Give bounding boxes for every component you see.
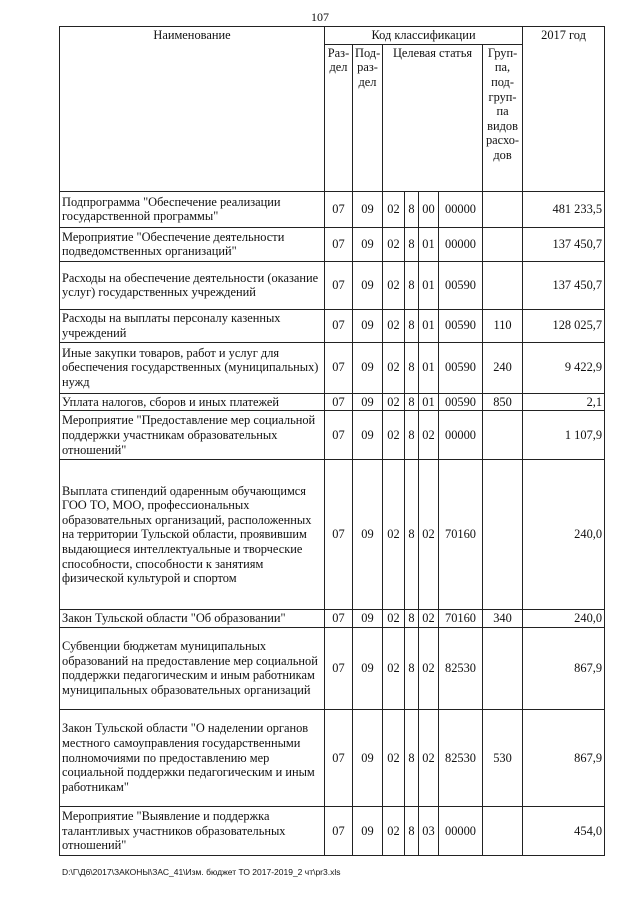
- row-amount: 9 422,9: [523, 342, 605, 393]
- row-subsection: 09: [353, 393, 383, 411]
- header-expense-group: Груп- па, под- груп- па видов расхо- дов: [483, 44, 523, 191]
- row-target-program: 02: [383, 460, 405, 610]
- footer-file-path: D:\Г\Д6\2017\ЗАКОНЫ\ЗАС_41\Изм. бюджет ТО 2017-2019_2 чт\pr3.xls: [62, 867, 341, 877]
- table-row: [60, 393, 605, 411]
- table-row: [60, 460, 605, 610]
- header-target: Целевая статья: [383, 44, 483, 191]
- row-target-program: 02: [383, 610, 405, 628]
- row-target-type: 8: [405, 806, 419, 855]
- row-target-event: 02: [419, 460, 439, 610]
- table-row: [60, 411, 605, 460]
- row-name: Закон Тульской области "О наделении органов местного самоуправления государственными полномочиями по предоставлению мер социальной поддержки педагогическим и иным работникам": [60, 709, 325, 806]
- table-row: [60, 227, 605, 261]
- row-target-program: 02: [383, 342, 405, 393]
- row-amount: 240,0: [523, 460, 605, 610]
- row-target-direction: 82530: [439, 627, 483, 709]
- row-target-type: 8: [405, 610, 419, 628]
- row-target-program: 02: [383, 393, 405, 411]
- row-target-event: 02: [419, 627, 439, 709]
- row-subsection: 09: [353, 227, 383, 261]
- row-target-direction: 00000: [439, 191, 483, 227]
- row-subsection: 09: [353, 610, 383, 628]
- row-amount: 240,0: [523, 610, 605, 628]
- row-subsection: 09: [353, 191, 383, 227]
- row-amount: 137 450,7: [523, 227, 605, 261]
- header-code-group: Код классификации: [325, 27, 523, 45]
- row-target-direction: 00000: [439, 411, 483, 460]
- row-target-event: 03: [419, 806, 439, 855]
- row-target-type: 8: [405, 627, 419, 709]
- row-expense-group: 240: [483, 342, 523, 393]
- row-name: Закон Тульской области "Об образовании": [60, 610, 325, 628]
- row-name: Расходы на выплаты персоналу казенных учреждений: [60, 309, 325, 342]
- row-target-direction: 70160: [439, 460, 483, 610]
- row-target-type: 8: [405, 309, 419, 342]
- row-expense-group: [483, 460, 523, 610]
- table-body: [60, 191, 605, 855]
- row-expense-group: [483, 806, 523, 855]
- table-row: [60, 191, 605, 227]
- row-target-event: 02: [419, 610, 439, 628]
- row-expense-group: 850: [483, 393, 523, 411]
- row-target-program: 02: [383, 709, 405, 806]
- row-target-event: 00: [419, 191, 439, 227]
- page-number: 107: [311, 10, 329, 24]
- row-target-direction: 00590: [439, 261, 483, 309]
- row-target-type: 8: [405, 411, 419, 460]
- row-subsection: 09: [353, 309, 383, 342]
- table-row: [60, 610, 605, 628]
- row-target-event: 02: [419, 709, 439, 806]
- row-subsection: 09: [353, 627, 383, 709]
- row-name: Выплата стипендий одаренным обучающимся ГОО ТО, МОО, профессиональных образовательных организаций, расположенных на территории Тульской области, проявившим выдающиеся интеллектуальные и творческие способности, способности к занятиям физической культурой и спортом: [60, 460, 325, 610]
- budget-table: [59, 26, 605, 856]
- row-target-direction: 82530: [439, 709, 483, 806]
- header-name: Наименование: [60, 27, 325, 192]
- row-name: Субвенции бюджетам муниципальных образований на предоставление мер социальной поддержки педагогическим и иным работникам муниципальных образовательных организаций: [60, 627, 325, 709]
- row-expense-group: [483, 627, 523, 709]
- row-section: 07: [325, 191, 353, 227]
- table-row: [60, 309, 605, 342]
- row-target-type: 8: [405, 709, 419, 806]
- row-subsection: 09: [353, 261, 383, 309]
- row-name: Уплата налогов, сборов и иных платежей: [60, 393, 325, 411]
- header-section: Раз- дел: [325, 44, 353, 191]
- row-expense-group: 530: [483, 709, 523, 806]
- row-expense-group: 110: [483, 309, 523, 342]
- row-subsection: 09: [353, 460, 383, 610]
- row-target-event: 01: [419, 227, 439, 261]
- row-target-type: 8: [405, 191, 419, 227]
- row-section: 07: [325, 610, 353, 628]
- row-amount: 867,9: [523, 709, 605, 806]
- row-target-event: 01: [419, 393, 439, 411]
- row-amount: 454,0: [523, 806, 605, 855]
- row-target-type: 8: [405, 342, 419, 393]
- row-section: 07: [325, 309, 353, 342]
- row-section: 07: [325, 227, 353, 261]
- row-name: Иные закупки товаров, работ и услуг для обеспечения государственных (муниципальных) нужд: [60, 342, 325, 393]
- row-target-direction: 00000: [439, 227, 483, 261]
- row-subsection: 09: [353, 342, 383, 393]
- row-name: Мероприятие "Выявление и поддержка талантливых участников образовательных отношений": [60, 806, 325, 855]
- row-expense-group: [483, 261, 523, 309]
- row-amount: 128 025,7: [523, 309, 605, 342]
- row-section: 07: [325, 627, 353, 709]
- table-row: [60, 806, 605, 855]
- table-row: [60, 709, 605, 806]
- row-amount: 2,1: [523, 393, 605, 411]
- row-target-program: 02: [383, 411, 405, 460]
- row-name: Подпрограмма "Обеспечение реализации государственной программы": [60, 191, 325, 227]
- row-expense-group: 340: [483, 610, 523, 628]
- header-year: 2017 год: [523, 27, 605, 192]
- row-target-direction: 00590: [439, 393, 483, 411]
- row-amount: 867,9: [523, 627, 605, 709]
- row-target-type: 8: [405, 393, 419, 411]
- row-target-event: 02: [419, 411, 439, 460]
- table-row: [60, 261, 605, 309]
- row-section: 07: [325, 411, 353, 460]
- table-row: [60, 627, 605, 709]
- row-subsection: 09: [353, 709, 383, 806]
- row-target-type: 8: [405, 460, 419, 610]
- row-subsection: 09: [353, 806, 383, 855]
- row-section: 07: [325, 261, 353, 309]
- row-target-event: 01: [419, 309, 439, 342]
- row-section: 07: [325, 393, 353, 411]
- row-amount: 137 450,7: [523, 261, 605, 309]
- row-section: 07: [325, 460, 353, 610]
- row-target-program: 02: [383, 309, 405, 342]
- row-target-direction: 00590: [439, 342, 483, 393]
- row-section: 07: [325, 342, 353, 393]
- row-target-program: 02: [383, 806, 405, 855]
- row-target-direction: 00590: [439, 309, 483, 342]
- row-target-program: 02: [383, 191, 405, 227]
- header-subsection: Под- раз- дел: [353, 44, 383, 191]
- row-target-program: 02: [383, 261, 405, 309]
- row-target-event: 01: [419, 342, 439, 393]
- row-expense-group: [483, 191, 523, 227]
- row-amount: 481 233,5: [523, 191, 605, 227]
- row-target-type: 8: [405, 261, 419, 309]
- table-row: [60, 342, 605, 393]
- row-expense-group: [483, 411, 523, 460]
- row-section: 07: [325, 806, 353, 855]
- row-target-event: 01: [419, 261, 439, 309]
- row-name: Расходы на обеспечение деятельности (оказание услуг) государственных учреждений: [60, 261, 325, 309]
- row-amount: 1 107,9: [523, 411, 605, 460]
- row-name: Мероприятие "Обеспечение деятельности подведомственных организаций": [60, 227, 325, 261]
- row-expense-group: [483, 227, 523, 261]
- row-target-direction: 00000: [439, 806, 483, 855]
- row-subsection: 09: [353, 411, 383, 460]
- row-section: 07: [325, 709, 353, 806]
- row-target-direction: 70160: [439, 610, 483, 628]
- row-name: Мероприятие "Предоставление мер социальной поддержки участникам образовательных отношений": [60, 411, 325, 460]
- row-target-program: 02: [383, 627, 405, 709]
- row-target-type: 8: [405, 227, 419, 261]
- row-target-program: 02: [383, 227, 405, 261]
